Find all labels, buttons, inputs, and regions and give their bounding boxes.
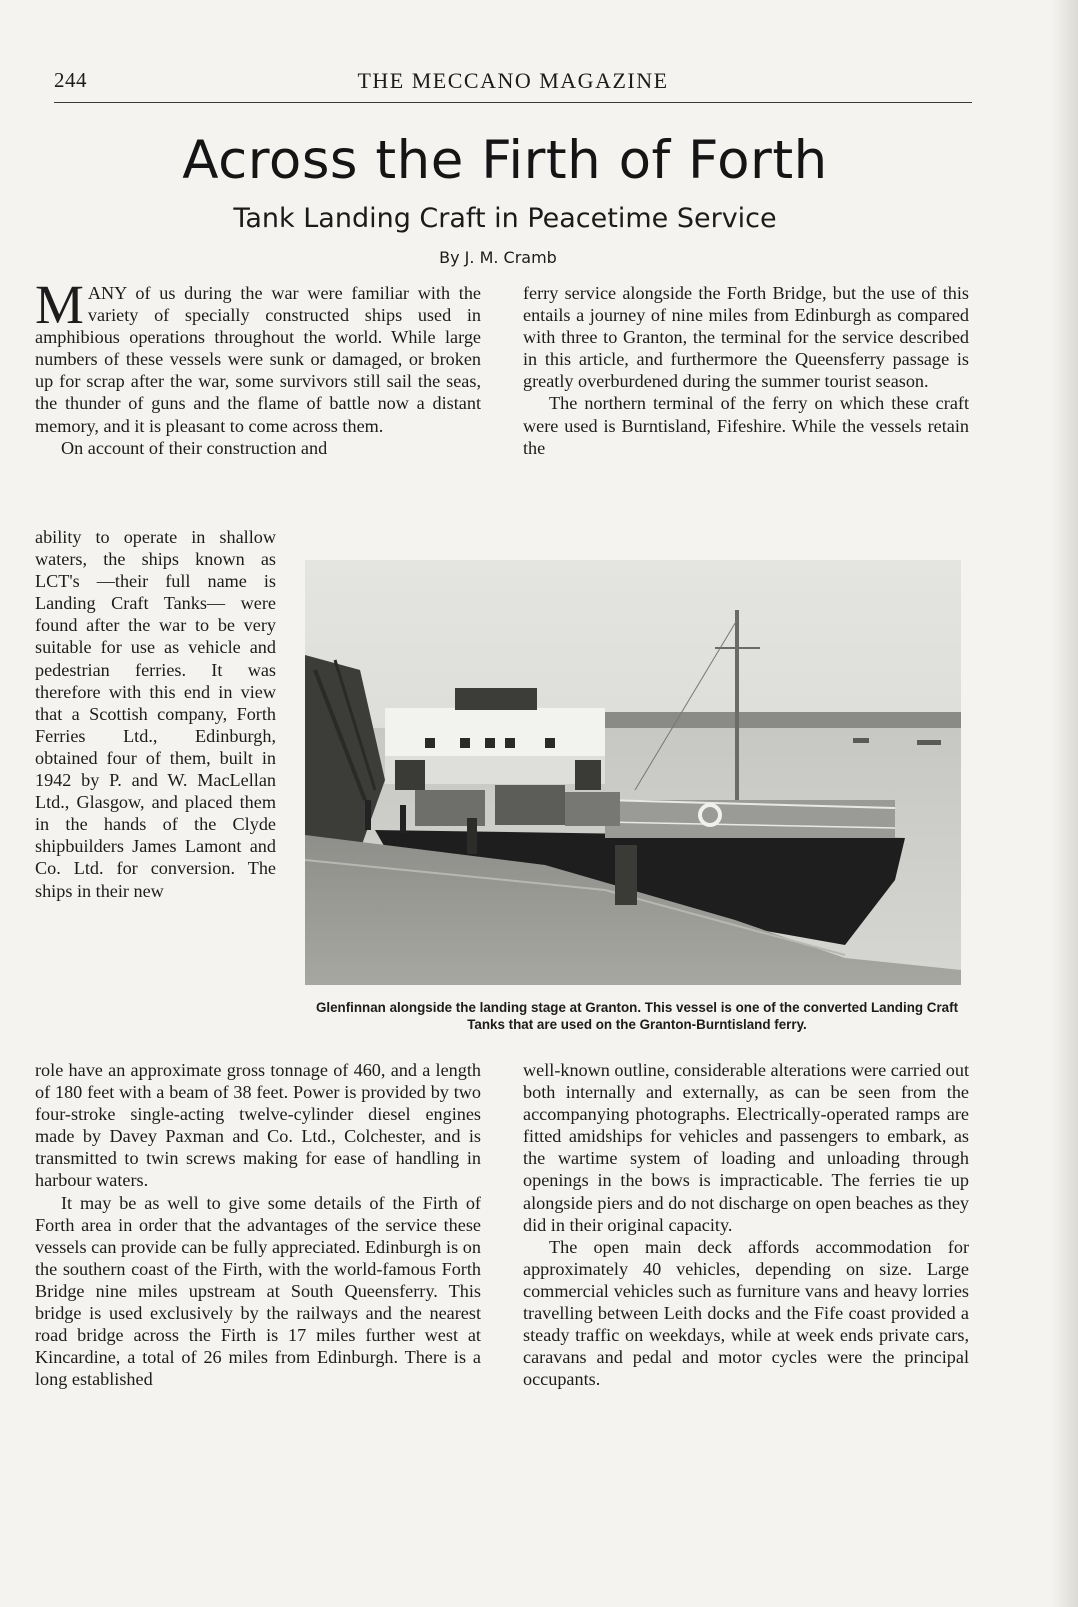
photo-caption: Glenfinnan alongside the landing stage at Granton. This vessel is one of the converted Landing Craft Tanks that are used on the Granton-Burntisland ferry. <box>315 1000 959 1032</box>
article-subtitle: Tank Landing Craft in Peacetime Service <box>233 203 777 234</box>
intro-text: ANY of us during the war were familiar with the variety of specially constructed ships used in amphibious operations throughout the world. While large numbers of these vessels were sunk or damaged, or broken up for scrap after the war, some survivors still sail the seas, the thunder of guns and the flame of battle now a distant memory, and it is pleasant to come across them. <box>35 283 481 436</box>
ferry-photograph <box>305 560 961 985</box>
paragraph-construction-start: On account of their construction and <box>61 437 328 458</box>
magazine-title: THE MECCANO MAGAZINE <box>357 68 669 93</box>
drop-cap: M <box>35 274 84 335</box>
page-number: 244 <box>54 68 87 92</box>
left-column-narrow <box>35 526 276 902</box>
paragraph-main-deck: The open main deck affords accommodation for approximately 40 vehicles, depending on size. Large commercial vehicles such as furniture vans and heavy lorries travelling between Leith docks and the Fife coast provided a steady traffic on weekdays, while at week ends private cars, caravans and pedal and motor cycles were the principal occupants. <box>523 1236 969 1390</box>
paragraph-construction-end: role have an approximate gross tonnage of 460, and a length of 180 feet with a beam of 38 feet. Power is provided by two four-stroke single-acting twelve-cylinder diesel engines made by Davey Paxman and Co. Ltd., Colchester, and is transmitted to twin screws making for ease of handling in harbour waters. <box>35 1060 481 1191</box>
paragraph-alterations: well-known outline, considerable alterations were carried out both internally and externally, as can be seen from the accompanying photographs. Electrically-operated ramps are fitted amidships for vehicles and passengers to embark, as the wartime system of loading and unloading through openings in the bows is impracticable. The ferries tie up alongside piers and do not discharge on open beaches as they did in their original capacity. <box>523 1060 969 1235</box>
paragraph-northern-terminal: The northern terminal of the ferry on which these craft were used is Burntisland, Fifeshire. While the vessels retain the <box>523 393 969 458</box>
paragraph-ferry-service: ferry service alongside the Forth Bridge, but the use of this entails a journey of nine miles from Edinburgh as compared with three to Granton, the terminal for the service described in this article, and furthermore the Queensferry passage is greatly overburdened during the summer tourist season. <box>523 283 969 392</box>
paragraph-firth-area: It may be as well to give some details of the Firth of Forth area in order that the advantages of the service these vessels can provide can be fully appreciated. Edinburgh is on the southern coast of the Firth, with the world-famous Forth Bridge nine miles upstream at South Queensferry. This bridge is used exclusively by the railways and the nearest road bridge across the Firth is 17 miles further west at Kincardine, a total of 26 miles from Edinburgh. There is a long established <box>35 1192 481 1390</box>
page-header <box>54 68 972 98</box>
paragraph-construction-narrow: ability to operate in shallow waters, the ships known as LCT's —their full name is Landing Craft Tanks— were found after the war to be very suitable for use as vehicle and pedestrian ferries. It was therefore with this end in view that a Scottish company, Forth Ferries Ltd., Edinburgh, obtained four of them, built in 1942 by P. and W. MacLellan Ltd., Glasgow, and placed them in the hands of the Clyde shipbuilders James Lamont and Co. Ltd. for conversion. The ships in their new <box>35 527 276 901</box>
article-byline: By J. M. Cramb <box>439 248 557 267</box>
header-rule <box>54 102 972 103</box>
paragraph-intro <box>35 274 481 437</box>
right-column-bottom <box>523 1059 969 1390</box>
left-column-top <box>35 274 481 459</box>
right-column-top <box>523 282 969 459</box>
page-edge-shadow <box>1052 0 1078 1607</box>
article-title: Across the Firth of Forth <box>182 130 828 191</box>
left-column-bottom <box>35 1059 481 1390</box>
